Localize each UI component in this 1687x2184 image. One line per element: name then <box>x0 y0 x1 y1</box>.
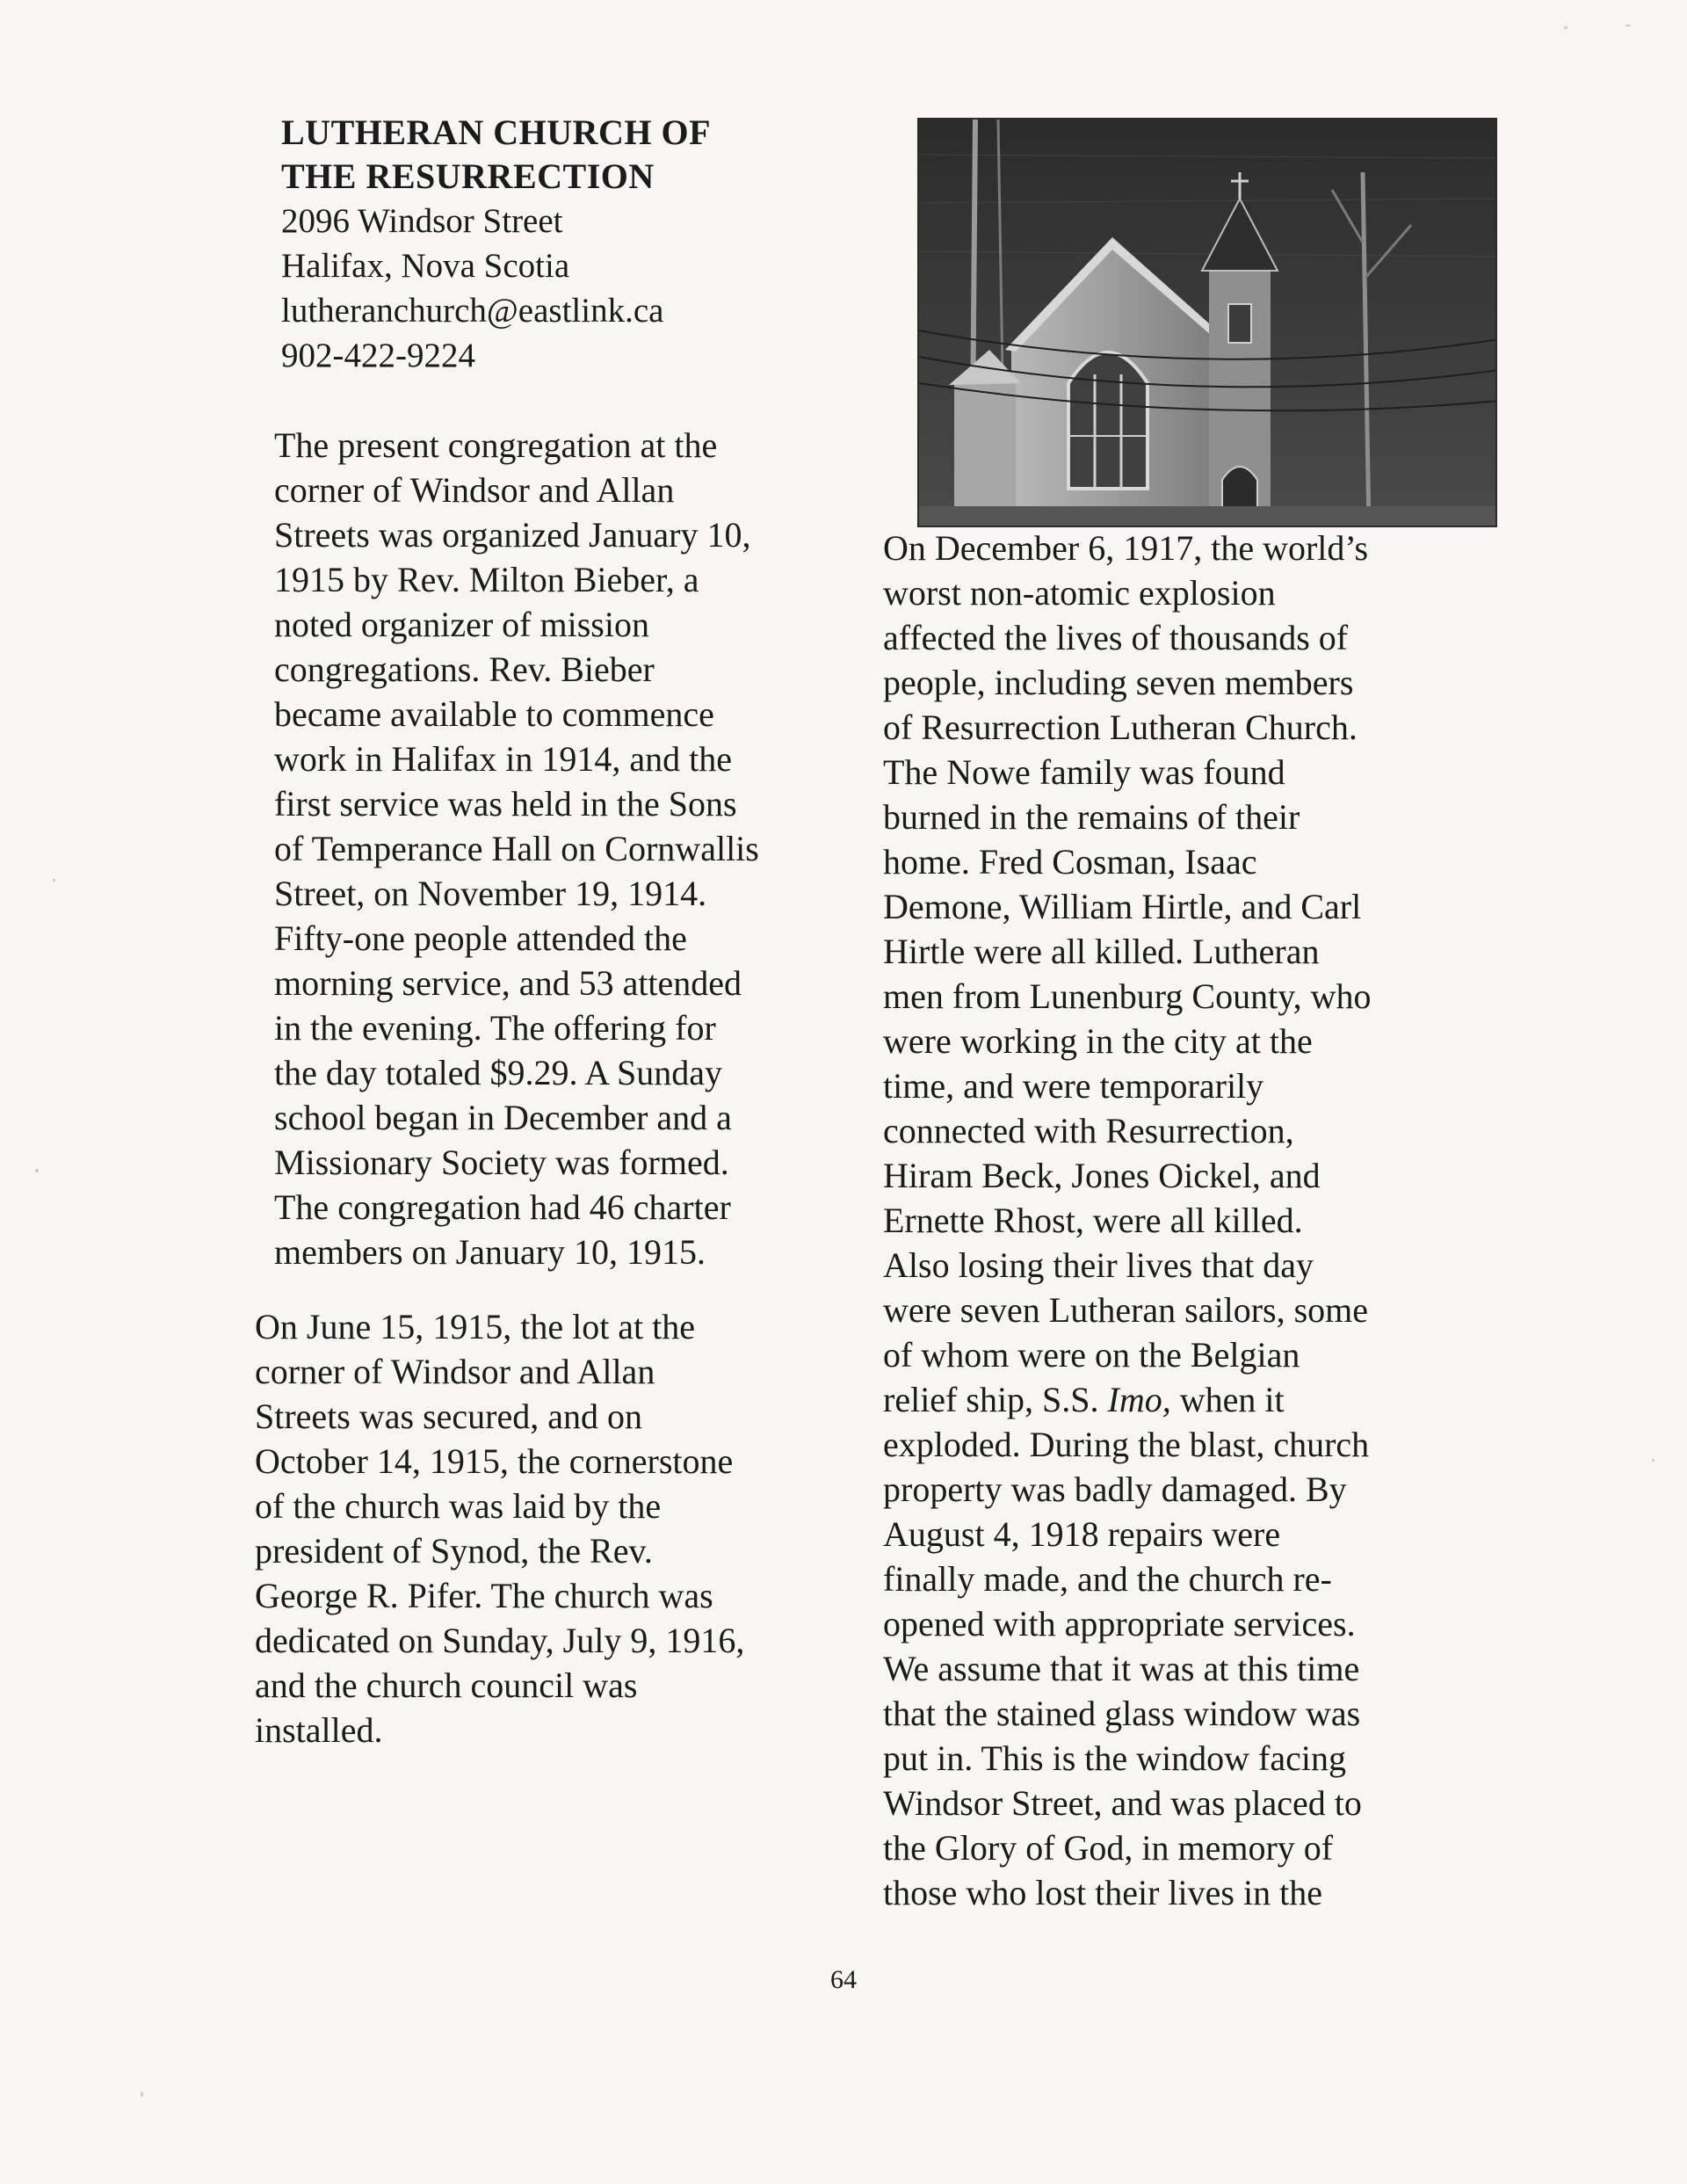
scan-speck <box>1564 26 1568 29</box>
church-illustration <box>919 120 1497 527</box>
scan-speck <box>141 2092 143 2097</box>
church-photo <box>917 118 1497 527</box>
church-header <box>281 111 896 378</box>
ship-name: Imo, <box>1107 1380 1171 1419</box>
paragraph-3-text-after-ship: when it exploded. During the blast, church property was badly damaged. By August 4, 1918 repairs were finally made, and the church re- opened with appropriate services. We assume that it was at this time that the stained glass window was put in. This is the window facing Windsor Street, and was placed to the Glory of God, in memory of those who lost their lives in the <box>883 1380 1370 1912</box>
contact-email: lutheranchurch@eastlink.ca <box>281 292 664 330</box>
history-paragraph-2: On June 15, 1915, the lot at the corner of Windsor and Allan Streets was secured, and on October 14, 1915, the cornerstone of the church was laid by the president of Synod, the Rev. George R. Pifer. The church was dedicated on Sunday, July 9, 1916, and the church council was installed. <box>255 1307 745 1750</box>
scan-speck <box>1625 25 1631 26</box>
address-city: Halifax, Nova Scotia <box>281 247 570 285</box>
contact-phone: 902-422-9224 <box>281 337 475 374</box>
address-street: 2096 Windsor Street <box>281 202 563 240</box>
church-title-line-2: THE RESURRECTION <box>281 156 655 196</box>
scan-speck <box>1652 1459 1654 1462</box>
paragraph-3-text-before-ship: On December 6, 1917, the world’s worst non-atomic explosion affected the lives of thousands of people, including seven members of Resurrection Lutheran Church. The Nowe family was found burned in the remains of their home. Fred Cosman, Isaac Demone, William Hirtle, and Carl Hirtle were all killed. Lutheran men from Lunenburg County, who were working in the city at the time, and were temporarily connected with Resurrection, Hiram Beck, Jones Oickel, and Ernette Rhost, were all killed. Also losing their lives that day were seven Lutheran sailors, some of whom were on the Belgian relief ship, S.S. <box>883 528 1372 1419</box>
church-title-line-1: LUTHERAN CHURCH OF <box>281 112 712 152</box>
history-paragraph-1: The present congregation at the corner of Windsor and Allan Streets was organized January 10, 1915 by Rev. Milton Bieber, a noted organizer of mission congregations. Rev. Bieber became available to commence work in Halifax in 1914, and the first service was held in the Sons of Temperance Hall on Cornwallis Street, on November 19, 1914. Fifty-one people attended the morning service, and 53 attended in the evening. The offering for the day totaled $9.29. A Sunday school began in December and a Missionary Society was formed. The congregation had 46 charter members on January 10, 1915. <box>274 425 759 1272</box>
history-paragraph-3 <box>883 526 1498 1915</box>
scan-speck <box>53 879 55 882</box>
page-number: 64 <box>830 1965 857 1994</box>
scan-speck <box>35 1169 39 1172</box>
